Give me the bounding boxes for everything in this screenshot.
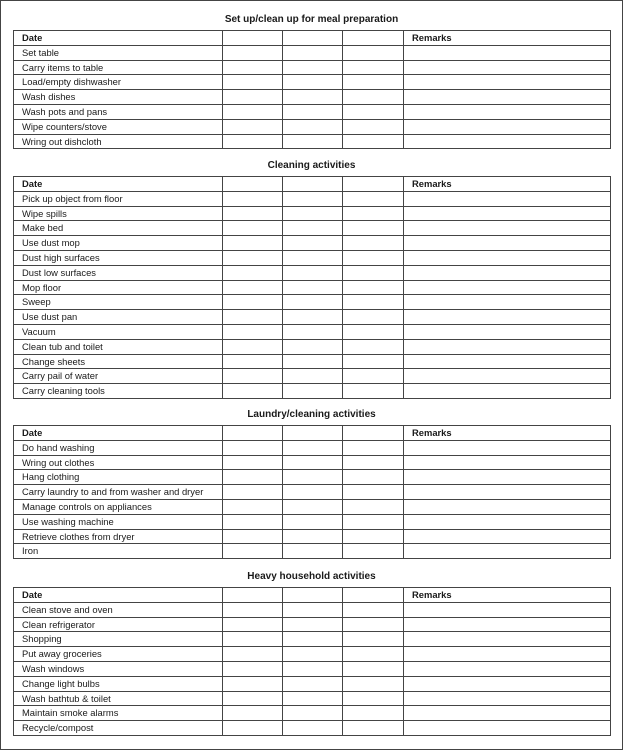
table-row <box>14 265 611 280</box>
activity-label: Clean refrigerator <box>14 617 223 632</box>
table-row <box>14 310 611 325</box>
remarks-cell[interactable] <box>404 206 611 221</box>
table-row <box>14 455 611 470</box>
check-cell[interactable] <box>343 134 404 149</box>
activity-label: Wash pots and pans <box>14 104 223 119</box>
check-cell[interactable] <box>283 440 343 455</box>
check-cell[interactable] <box>343 236 404 251</box>
activity-label: Retrieve clothes from dryer <box>14 529 223 544</box>
check-cell[interactable] <box>223 265 283 280</box>
table-row <box>14 514 611 529</box>
check-cell[interactable] <box>223 676 283 691</box>
check-cell[interactable] <box>343 75 404 90</box>
activity-label: Do hand washing <box>14 440 223 455</box>
check-cell[interactable] <box>283 310 343 325</box>
check-cell[interactable] <box>283 617 343 632</box>
section-table <box>13 176 611 399</box>
check-cell[interactable] <box>343 706 404 721</box>
check-cell[interactable] <box>223 295 283 310</box>
table-row <box>14 485 611 500</box>
check-cell[interactable] <box>223 440 283 455</box>
remarks-cell[interactable] <box>404 75 611 90</box>
check-cell[interactable] <box>223 280 283 295</box>
check-cell[interactable] <box>283 691 343 706</box>
remarks-cell[interactable] <box>404 90 611 105</box>
check-cell[interactable] <box>343 45 404 60</box>
remarks-cell[interactable] <box>404 134 611 149</box>
remarks-cell[interactable] <box>404 455 611 470</box>
remarks-cell[interactable] <box>404 706 611 721</box>
check-cell[interactable] <box>343 250 404 265</box>
activity-label: Wipe counters/stove <box>14 119 223 134</box>
date-cell[interactable] <box>223 588 283 603</box>
activity-label: Dust low surfaces <box>14 265 223 280</box>
check-cell[interactable] <box>283 280 343 295</box>
remarks-cell[interactable] <box>404 310 611 325</box>
check-cell[interactable] <box>223 221 283 236</box>
remarks-cell[interactable] <box>404 617 611 632</box>
check-cell[interactable] <box>343 602 404 617</box>
remarks-cell[interactable] <box>404 60 611 75</box>
table-row <box>14 354 611 369</box>
remarks-cell[interactable] <box>404 721 611 736</box>
check-cell[interactable] <box>343 455 404 470</box>
check-cell[interactable] <box>223 384 283 399</box>
remarks-header: Remarks <box>404 177 611 192</box>
check-cell[interactable] <box>283 354 343 369</box>
check-cell[interactable] <box>343 265 404 280</box>
activity-label: Recycle/compost <box>14 721 223 736</box>
date-cell[interactable] <box>283 177 343 192</box>
table-row <box>14 706 611 721</box>
date-header: Date <box>14 177 223 192</box>
section-laundry-activities <box>13 405 610 559</box>
date-header: Date <box>14 426 223 441</box>
table-row <box>14 119 611 134</box>
remarks-cell[interactable] <box>404 485 611 500</box>
table-row <box>14 191 611 206</box>
activity-label: Mop floor <box>14 280 223 295</box>
check-cell[interactable] <box>343 514 404 529</box>
check-cell[interactable] <box>223 354 283 369</box>
remarks-cell[interactable] <box>404 104 611 119</box>
check-cell[interactable] <box>283 661 343 676</box>
check-cell[interactable] <box>343 661 404 676</box>
activity-label: Change light bulbs <box>14 676 223 691</box>
activity-label: Use washing machine <box>14 514 223 529</box>
table-row <box>14 221 611 236</box>
activity-label: Clean tub and toilet <box>14 339 223 354</box>
check-cell[interactable] <box>223 485 283 500</box>
activity-label: Wash windows <box>14 661 223 676</box>
check-cell[interactable] <box>223 544 283 559</box>
remarks-header: Remarks <box>404 31 611 46</box>
date-cell[interactable] <box>223 177 283 192</box>
check-cell[interactable] <box>283 236 343 251</box>
date-header: Date <box>14 588 223 603</box>
table-row <box>14 280 611 295</box>
table-row <box>14 339 611 354</box>
check-cell[interactable] <box>283 369 343 384</box>
check-cell[interactable] <box>283 721 343 736</box>
check-cell[interactable] <box>343 324 404 339</box>
check-cell[interactable] <box>223 617 283 632</box>
check-cell[interactable] <box>223 310 283 325</box>
check-cell[interactable] <box>343 691 404 706</box>
activity-label: Clean stove and oven <box>14 602 223 617</box>
check-cell[interactable] <box>343 310 404 325</box>
date-cell[interactable] <box>283 426 343 441</box>
check-cell[interactable] <box>343 384 404 399</box>
remarks-header: Remarks <box>404 588 611 603</box>
table-row <box>14 470 611 485</box>
table-header-row <box>14 426 611 441</box>
check-cell[interactable] <box>283 60 343 75</box>
remarks-header: Remarks <box>404 426 611 441</box>
remarks-cell[interactable] <box>404 514 611 529</box>
check-cell[interactable] <box>283 295 343 310</box>
check-cell[interactable] <box>223 514 283 529</box>
check-cell[interactable] <box>283 206 343 221</box>
activity-label: Put away groceries <box>14 647 223 662</box>
check-cell[interactable] <box>283 602 343 617</box>
check-cell[interactable] <box>283 339 343 354</box>
date-cell[interactable] <box>343 31 404 46</box>
check-cell[interactable] <box>283 90 343 105</box>
check-cell[interactable] <box>223 721 283 736</box>
check-cell[interactable] <box>223 706 283 721</box>
activity-label: Shopping <box>14 632 223 647</box>
check-cell[interactable] <box>283 104 343 119</box>
activity-label: Carry items to table <box>14 60 223 75</box>
date-cell[interactable] <box>283 588 343 603</box>
table-row <box>14 384 611 399</box>
check-cell[interactable] <box>343 470 404 485</box>
section-table <box>13 30 611 149</box>
check-cell[interactable] <box>343 354 404 369</box>
table-row <box>14 602 611 617</box>
remarks-cell[interactable] <box>404 250 611 265</box>
check-cell[interactable] <box>223 206 283 221</box>
check-cell[interactable] <box>343 617 404 632</box>
table-row <box>14 90 611 105</box>
table-row <box>14 544 611 559</box>
table-header-row <box>14 177 611 192</box>
remarks-cell[interactable] <box>404 119 611 134</box>
check-cell[interactable] <box>223 90 283 105</box>
section-meal-preparation <box>13 10 610 149</box>
check-cell[interactable] <box>283 485 343 500</box>
table-row <box>14 721 611 736</box>
check-cell[interactable] <box>343 721 404 736</box>
activity-label: Carry laundry to and from washer and dryer <box>14 485 223 500</box>
check-cell[interactable] <box>223 632 283 647</box>
table-row <box>14 691 611 706</box>
check-cell[interactable] <box>343 369 404 384</box>
date-header: Date <box>14 31 223 46</box>
check-cell[interactable] <box>283 384 343 399</box>
remarks-cell[interactable] <box>404 221 611 236</box>
remarks-cell[interactable] <box>404 529 611 544</box>
activity-label: Change sheets <box>14 354 223 369</box>
section-cleaning-activities <box>13 156 610 399</box>
activity-label: Load/empty dishwasher <box>14 75 223 90</box>
check-cell[interactable] <box>223 236 283 251</box>
check-cell[interactable] <box>283 470 343 485</box>
table-row <box>14 324 611 339</box>
table-row <box>14 499 611 514</box>
table-row <box>14 134 611 149</box>
check-cell[interactable] <box>343 647 404 662</box>
check-cell[interactable] <box>283 75 343 90</box>
check-cell[interactable] <box>343 544 404 559</box>
check-cell[interactable] <box>343 221 404 236</box>
section-table <box>13 587 611 736</box>
check-cell[interactable] <box>283 265 343 280</box>
remarks-cell[interactable] <box>404 384 611 399</box>
table-row <box>14 647 611 662</box>
check-cell[interactable] <box>223 250 283 265</box>
check-cell[interactable] <box>223 191 283 206</box>
date-cell[interactable] <box>223 31 283 46</box>
date-cell[interactable] <box>283 31 343 46</box>
check-cell[interactable] <box>283 632 343 647</box>
check-cell[interactable] <box>343 676 404 691</box>
remarks-cell[interactable] <box>404 324 611 339</box>
check-cell[interactable] <box>343 119 404 134</box>
remarks-cell[interactable] <box>404 661 611 676</box>
activity-label: Carry cleaning tools <box>14 384 223 399</box>
section-title: Set up/clean up for meal preparation <box>224 14 399 25</box>
check-cell[interactable] <box>343 529 404 544</box>
table-row <box>14 104 611 119</box>
check-cell[interactable] <box>223 134 283 149</box>
check-cell[interactable] <box>283 455 343 470</box>
table-row <box>14 295 611 310</box>
activity-label: Maintain smoke alarms <box>14 706 223 721</box>
remarks-cell[interactable] <box>404 295 611 310</box>
remarks-cell[interactable] <box>404 265 611 280</box>
date-cell[interactable] <box>343 177 404 192</box>
check-cell[interactable] <box>283 119 343 134</box>
activity-label: Use dust pan <box>14 310 223 325</box>
check-cell[interactable] <box>283 676 343 691</box>
table-row <box>14 206 611 221</box>
table-row <box>14 45 611 60</box>
check-cell[interactable] <box>343 280 404 295</box>
check-cell[interactable] <box>223 661 283 676</box>
date-cell[interactable] <box>343 426 404 441</box>
table-row <box>14 440 611 455</box>
check-cell[interactable] <box>223 324 283 339</box>
remarks-cell[interactable] <box>404 470 611 485</box>
check-cell[interactable] <box>343 339 404 354</box>
check-cell[interactable] <box>283 191 343 206</box>
table-row <box>14 60 611 75</box>
section-title: Laundry/cleaning activities <box>247 409 376 420</box>
activity-label: Use dust mop <box>14 236 223 251</box>
activity-label: Sweep <box>14 295 223 310</box>
check-cell[interactable] <box>223 499 283 514</box>
check-cell[interactable] <box>283 499 343 514</box>
check-cell[interactable] <box>223 119 283 134</box>
activity-label: Iron <box>14 544 223 559</box>
check-cell[interactable] <box>223 455 283 470</box>
check-cell[interactable] <box>343 295 404 310</box>
activity-label: Wring out dishcloth <box>14 134 223 149</box>
remarks-cell[interactable] <box>404 647 611 662</box>
check-cell[interactable] <box>223 369 283 384</box>
table-row <box>14 661 611 676</box>
check-cell[interactable] <box>283 221 343 236</box>
remarks-cell[interactable] <box>404 339 611 354</box>
check-cell[interactable] <box>343 632 404 647</box>
activity-label: Wipe spills <box>14 206 223 221</box>
table-row <box>14 632 611 647</box>
activity-label: Manage controls on appliances <box>14 499 223 514</box>
activity-label: Wash bathtub & toilet <box>14 691 223 706</box>
date-cell[interactable] <box>343 588 404 603</box>
remarks-cell[interactable] <box>404 280 611 295</box>
table-row <box>14 250 611 265</box>
check-cell[interactable] <box>223 45 283 60</box>
section-table <box>13 425 611 559</box>
check-cell[interactable] <box>343 104 404 119</box>
check-cell[interactable] <box>343 191 404 206</box>
check-cell[interactable] <box>283 544 343 559</box>
check-cell[interactable] <box>223 104 283 119</box>
check-cell[interactable] <box>283 45 343 60</box>
table-header-row <box>14 588 611 603</box>
check-cell[interactable] <box>223 691 283 706</box>
check-cell[interactable] <box>223 60 283 75</box>
remarks-cell[interactable] <box>404 691 611 706</box>
table-row <box>14 529 611 544</box>
activity-label: Make bed <box>14 221 223 236</box>
remarks-cell[interactable] <box>404 354 611 369</box>
activity-label: Vacuum <box>14 324 223 339</box>
check-cell[interactable] <box>343 206 404 221</box>
activity-label: Pick up object from floor <box>14 191 223 206</box>
table-row <box>14 236 611 251</box>
activity-label: Wash dishes <box>14 90 223 105</box>
remarks-cell[interactable] <box>404 676 611 691</box>
check-cell[interactable] <box>223 647 283 662</box>
date-cell[interactable] <box>223 426 283 441</box>
remarks-cell[interactable] <box>404 544 611 559</box>
activity-label: Hang clothing <box>14 470 223 485</box>
check-cell[interactable] <box>223 339 283 354</box>
remarks-cell[interactable] <box>404 632 611 647</box>
table-row <box>14 369 611 384</box>
check-cell[interactable] <box>283 324 343 339</box>
activity-label: Carry pail of water <box>14 369 223 384</box>
table-row <box>14 617 611 632</box>
check-cell[interactable] <box>223 75 283 90</box>
check-cell[interactable] <box>283 134 343 149</box>
remarks-cell[interactable] <box>404 602 611 617</box>
table-row <box>14 676 611 691</box>
check-cell[interactable] <box>343 485 404 500</box>
table-row <box>14 75 611 90</box>
check-cell[interactable] <box>223 470 283 485</box>
check-cell[interactable] <box>283 250 343 265</box>
remarks-cell[interactable] <box>404 191 611 206</box>
check-cell[interactable] <box>343 90 404 105</box>
check-cell[interactable] <box>223 529 283 544</box>
check-cell[interactable] <box>223 602 283 617</box>
check-cell[interactable] <box>343 440 404 455</box>
check-cell[interactable] <box>283 706 343 721</box>
section-heavy-household-activities <box>13 567 610 736</box>
table-header-row <box>14 31 611 46</box>
check-cell[interactable] <box>343 60 404 75</box>
remarks-cell[interactable] <box>404 440 611 455</box>
remarks-cell[interactable] <box>404 45 611 60</box>
remarks-cell[interactable] <box>404 499 611 514</box>
activity-label: Dust high surfaces <box>14 250 223 265</box>
check-cell[interactable] <box>283 514 343 529</box>
activity-label: Wring out clothes <box>14 455 223 470</box>
check-cell[interactable] <box>283 529 343 544</box>
remarks-cell[interactable] <box>404 236 611 251</box>
check-cell[interactable] <box>343 499 404 514</box>
remarks-cell[interactable] <box>404 369 611 384</box>
section-title: Heavy household activities <box>247 571 376 582</box>
section-title: Cleaning activities <box>267 160 356 171</box>
check-cell[interactable] <box>283 647 343 662</box>
activity-label: Set table <box>14 45 223 60</box>
